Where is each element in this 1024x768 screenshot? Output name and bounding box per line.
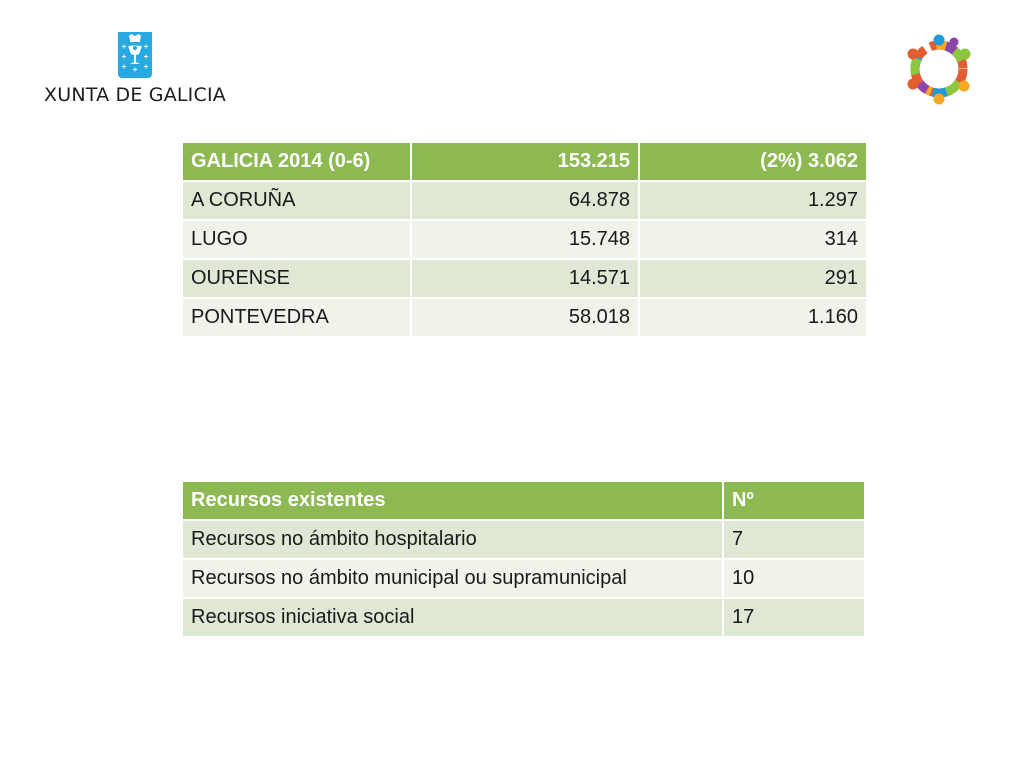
percent-cell: 1.297 [640,182,866,219]
galicia-coat-of-arms-icon [118,32,152,78]
province-cell: OURENSE [183,260,410,297]
table-header-row [183,143,866,180]
header-cell: (2%) 3.062 [640,143,866,180]
population-cell: 14.571 [412,260,638,297]
resource-count-cell: 17 [724,599,864,636]
resource-type-cell: Recursos no ámbito municipal ou supramunicipal [183,560,722,597]
table-row [183,260,866,297]
table-row [183,182,866,219]
percent-cell: 291 [640,260,866,297]
resource-type-cell: Recursos iniciativa social [183,599,722,636]
population-cell: 58.018 [412,299,638,336]
xunta-logo [44,32,234,108]
table-row [183,599,864,636]
percent-cell: 1.160 [640,299,866,336]
province-cell: A CORUÑA [183,182,410,219]
population-cell: 15.748 [412,221,638,258]
header-cell: Recursos existentes [183,482,722,519]
resource-type-cell: Recursos no ámbito hospitalario [183,521,722,558]
table-row [183,221,866,258]
table-row [183,521,864,558]
resources-table [181,480,866,638]
table-header-row [183,482,864,519]
community-circle-logo-icon [902,32,976,106]
population-table [181,141,868,338]
xunta-logo-text: XUNTA DE GALICIA [44,84,226,106]
resource-count-cell: 7 [724,521,864,558]
population-cell: 64.878 [412,182,638,219]
header-cell: GALICIA 2014 (0-6) [183,143,410,180]
province-cell: LUGO [183,221,410,258]
header-cell: Nº [724,482,864,519]
table-row [183,299,866,336]
header-cell: 153.215 [412,143,638,180]
resource-count-cell: 10 [724,560,864,597]
table-row [183,560,864,597]
province-cell: PONTEVEDRA [183,299,410,336]
percent-cell: 314 [640,221,866,258]
